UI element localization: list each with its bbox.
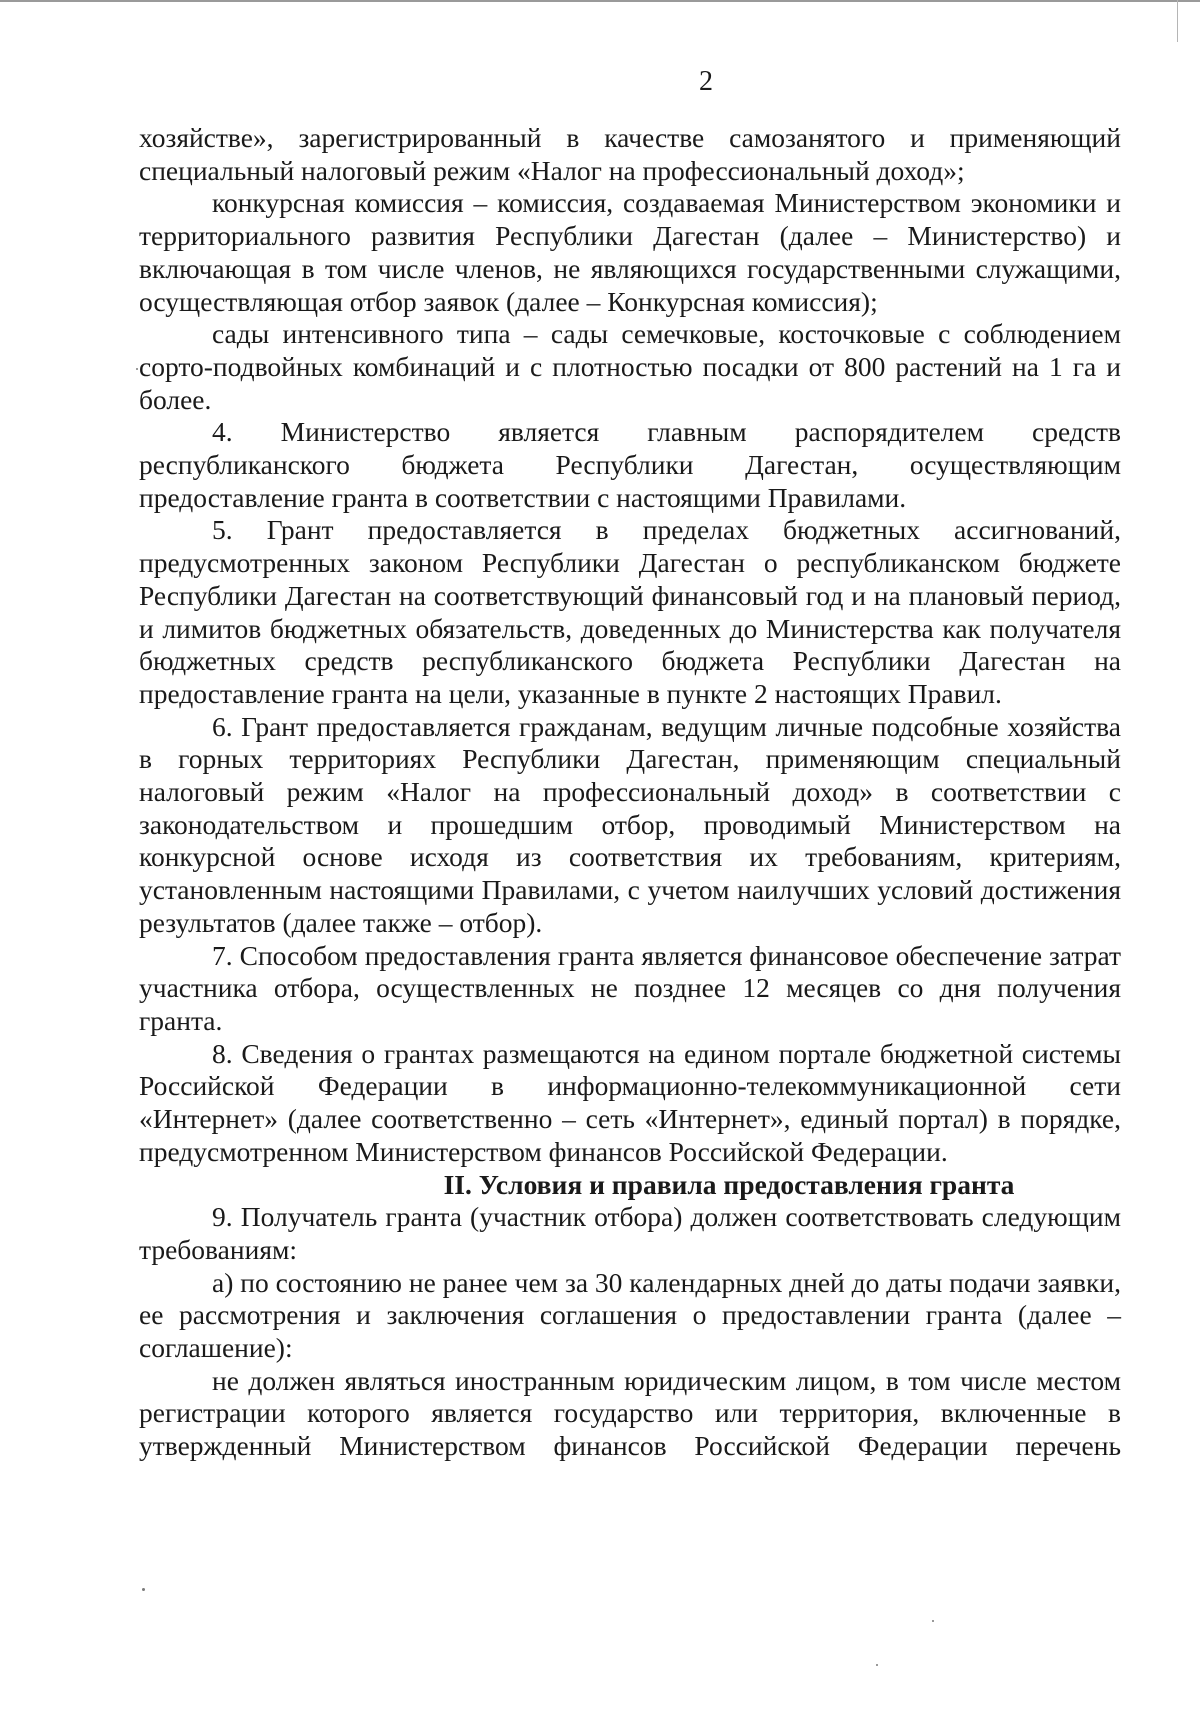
page-number: 2 bbox=[699, 66, 713, 97]
scan-speck bbox=[876, 1664, 878, 1666]
paragraph-continuation: хозяйстве», зарегистрированный в качестве самозанятого и применяющий специальный налоговый режим «Налог на профессиональный доход»; bbox=[139, 122, 1121, 186]
clause-9: 9. Получатель гранта (участник отбора) должен соответствовать следующим требованиям: bbox=[139, 1201, 1121, 1265]
clause-6: 6. Грант предоставляется гражданам, ведущим личные подсобные хозяйства в горных территориях Республики Дагестан, применяющим специальный налоговый режим «Налог на профессиональный доход» в соответствии с законодательством и прошедшим отбор, проводимый Министерством на конкурсной основе исходя из соответствия их требованиям, критериям, установленным настоящими Правилами, с учетом наилучших условий достижения результатов (далее также – отбор). bbox=[139, 710, 1121, 938]
paragraph-definition-gardens: сады интенсивного типа – сады семечковые, косточковые с соблюдением сорто-подвойных комбинаций и с плотностью посадки от 800 растений на 1 га и более. bbox=[139, 318, 1121, 415]
section-heading: II. Условия и правила предоставления гранта bbox=[443, 1168, 1015, 1200]
scan-speck bbox=[932, 1620, 934, 1622]
scan-speck bbox=[142, 1588, 145, 1591]
scan-edge-mark bbox=[1177, 0, 1178, 42]
paragraph-definition-commission: конкурсная комиссия – комиссия, создаваемая Министерством экономики и территориального развития Республики Дагестан (далее – Министерство) и включающая в том числе членов, не являющихся государственными служащими, осуществляющая отбор заявок (далее – Конкурсная комиссия); bbox=[139, 187, 1121, 317]
clause-7: 7. Способом предоставления гранта является финансовое обеспечение затрат участника отбора, осуществленных не позднее 12 месяцев со дня получения гранта. bbox=[139, 939, 1121, 1036]
document-body bbox=[139, 122, 1121, 1463]
clause-9-subpoint-a: а) по состоянию не ранее чем за 30 календарных дней до даты подачи заявки, ее рассмотрения и заключения соглашения о предоставлении гранта (далее – соглашение): bbox=[139, 1266, 1121, 1364]
scan-edge-line bbox=[0, 0, 1200, 2]
clause-4: 4. Министерство является главным распорядителем средств республиканского бюджета Республики Дагестан, осуществляющим предоставление гранта в соответствии с настоящими Правилами. bbox=[139, 416, 1121, 513]
clause-5: 5. Грант предоставляется в пределах бюджетных ассигнований, предусмотренных законом Республики Дагестан о республиканском бюджете Республики Дагестан на соответствующий финансовый год и на плановый период, и лимитов бюджетных обязательств, доведенных до Министерства как получателя бюджетных средств республиканского бюджета Республики Дагестан на предоставление гранта на цели, указанные в пункте 2 настоящих Правил. bbox=[139, 514, 1121, 709]
clause-8: 8. Сведения о грантах размещаются на едином портале бюджетной системы Российской Федерации в информационно-телекоммуникационной сети «Интернет» (далее соответственно – сеть «Интернет», единый портал) в порядке, предусмотренном Министерством финансов Российской Федерации. bbox=[139, 1037, 1121, 1167]
clause-9-requirement: не должен являться иностранным юридическим лицом, в том числе местом регистрации которого является государство или территория, включенные в утвержденный Министерством финансов Российской Федерации перечень bbox=[139, 1364, 1121, 1462]
scan-speck bbox=[136, 368, 138, 370]
